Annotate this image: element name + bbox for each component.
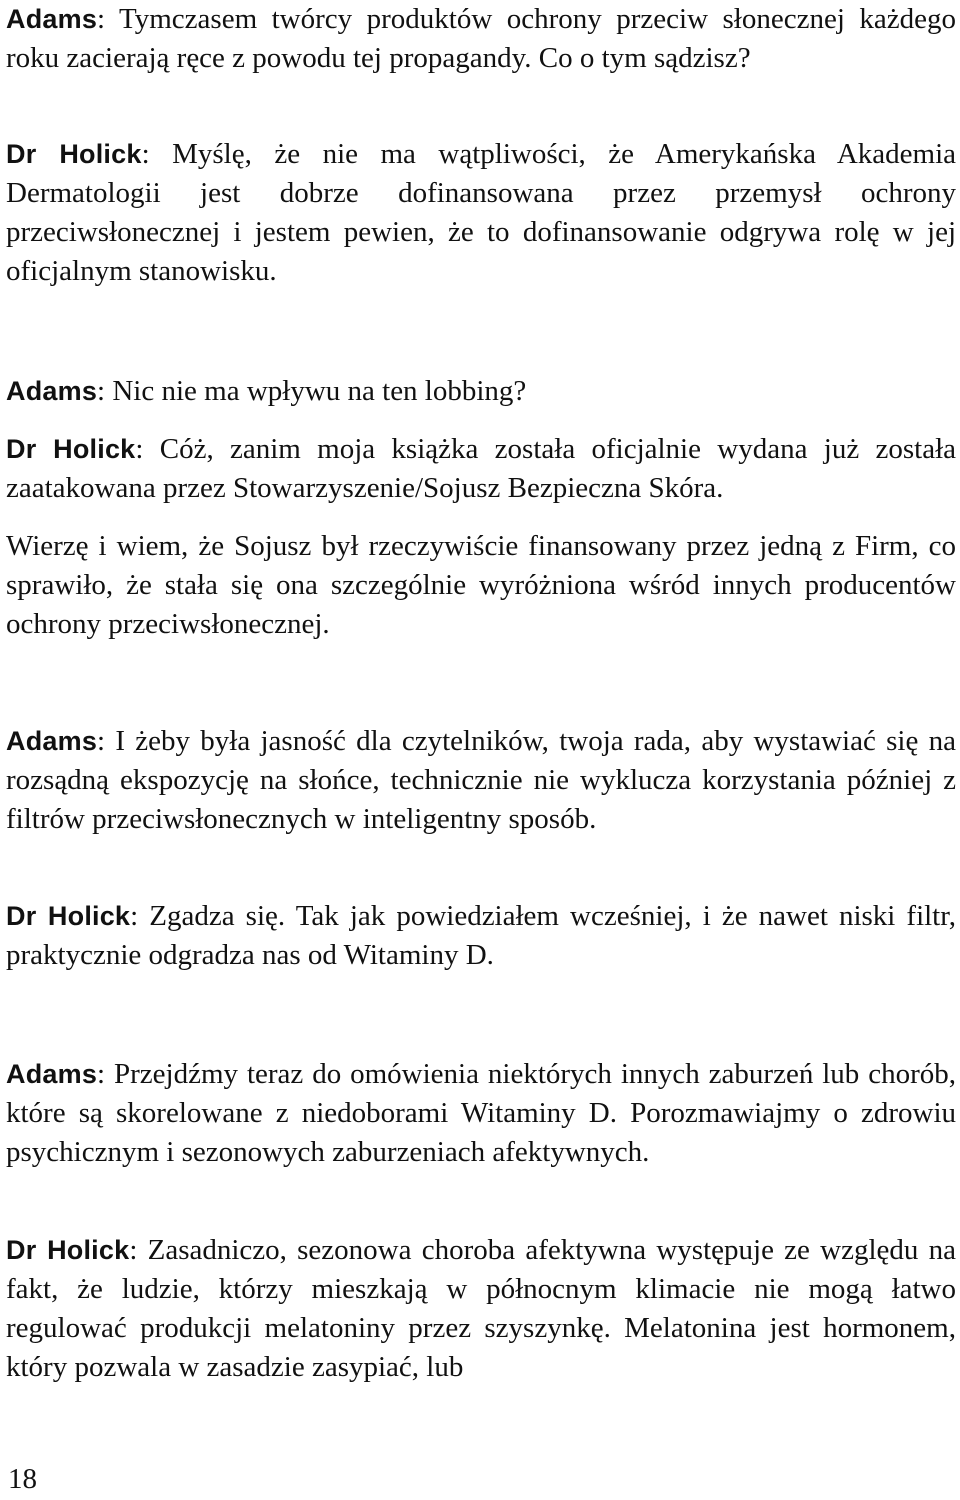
speaker-label: Adams — [6, 4, 98, 34]
paragraph-text: : Zgadza się. Tak jak powiedziałem wcześniej, i że nawet niski filtr, praktycznie odgradza nas od Witaminy D. — [6, 900, 956, 971]
paragraph-text: : Zasadniczo, sezonowa choroba afektywna występuje ze względu na fakt, że ludzie, którzy mieszkają w północnym klimacie nie mogą łatwo regulować produkcji melatoniny przez szyszynkę. Melatonina jest hormonem, który pozwala w zasadzie zasypiać, lub — [6, 1234, 956, 1383]
speaker-label: Dr Holick — [6, 139, 142, 169]
paragraph-text: : Myślę, że nie ma wątpliwości, że Amerykańska Akademia Dermatologii jest dobrze dofinansowana przez przemysł ochrony przeciwsłonecznej i jestem pewien, że to dofinansowanie odgrywa rolę w jej oficjalnym stanowisku. — [6, 138, 956, 287]
paragraph-text: : Tymczasem twórcy produktów ochrony przeciw słonecznej każdego roku zacierają ręce z powodu tej propagandy. Co o tym sądzisz? — [6, 3, 956, 74]
paragraph-text: : Cóż, zanim moja książka została oficjalnie wydana już została zaatakowana przez Stowarzyszenie/Sojusz Bezpieczna Skóra. — [6, 433, 957, 504]
paragraph-adams-1 — [6, 0, 956, 78]
paragraph-text: : Nic nie ma wpływu na ten lobbing? — [97, 375, 527, 407]
paragraph-adams-2 — [6, 372, 956, 411]
paragraph-holick-1 — [6, 135, 956, 291]
paragraph-holick-2 — [6, 430, 956, 508]
paragraph-text: Wierzę i wiem, że Sojusz był rzeczywiście finansowany przez jedną z Firm, co sprawiło, że stała się ona szczególnie wyróżniona wśród innych producentów ochrony przeciwsłonecznej. — [6, 530, 956, 640]
paragraph-adams-3 — [6, 722, 956, 839]
speaker-label: Dr Holick — [6, 1235, 130, 1265]
speaker-label: Adams — [6, 1059, 98, 1089]
paragraph-holick-4 — [6, 1231, 956, 1387]
speaker-label: Dr Holick — [6, 434, 136, 464]
speaker-label: Adams — [6, 376, 98, 406]
paragraph-text: : Przejdźmy teraz do omówienia niektórych innych zaburzeń lub chorób, które są skorelowane z niedoborami Witaminy D. Porozmawiajmy o zdrowiu psychicznym i sezonowych zaburzeniach afektywnych. — [6, 1058, 956, 1168]
paragraph-text: : I żeby była jasność dla czytelników, twoja rada, aby wystawiać się na rozsądną ekspozycję na słońce, technicznie nie wyklucza korzystania później z filtrów przeciwsłonecznych w inteligentny sposób. — [6, 725, 956, 835]
paragraph-adams-4 — [6, 1055, 956, 1172]
paragraph-holick-3 — [6, 897, 956, 975]
page-number: 18 — [8, 1463, 37, 1495]
paragraph-holick-2-continued — [6, 527, 956, 644]
speaker-label: Adams — [6, 726, 98, 756]
speaker-label: Dr Holick — [6, 901, 131, 931]
